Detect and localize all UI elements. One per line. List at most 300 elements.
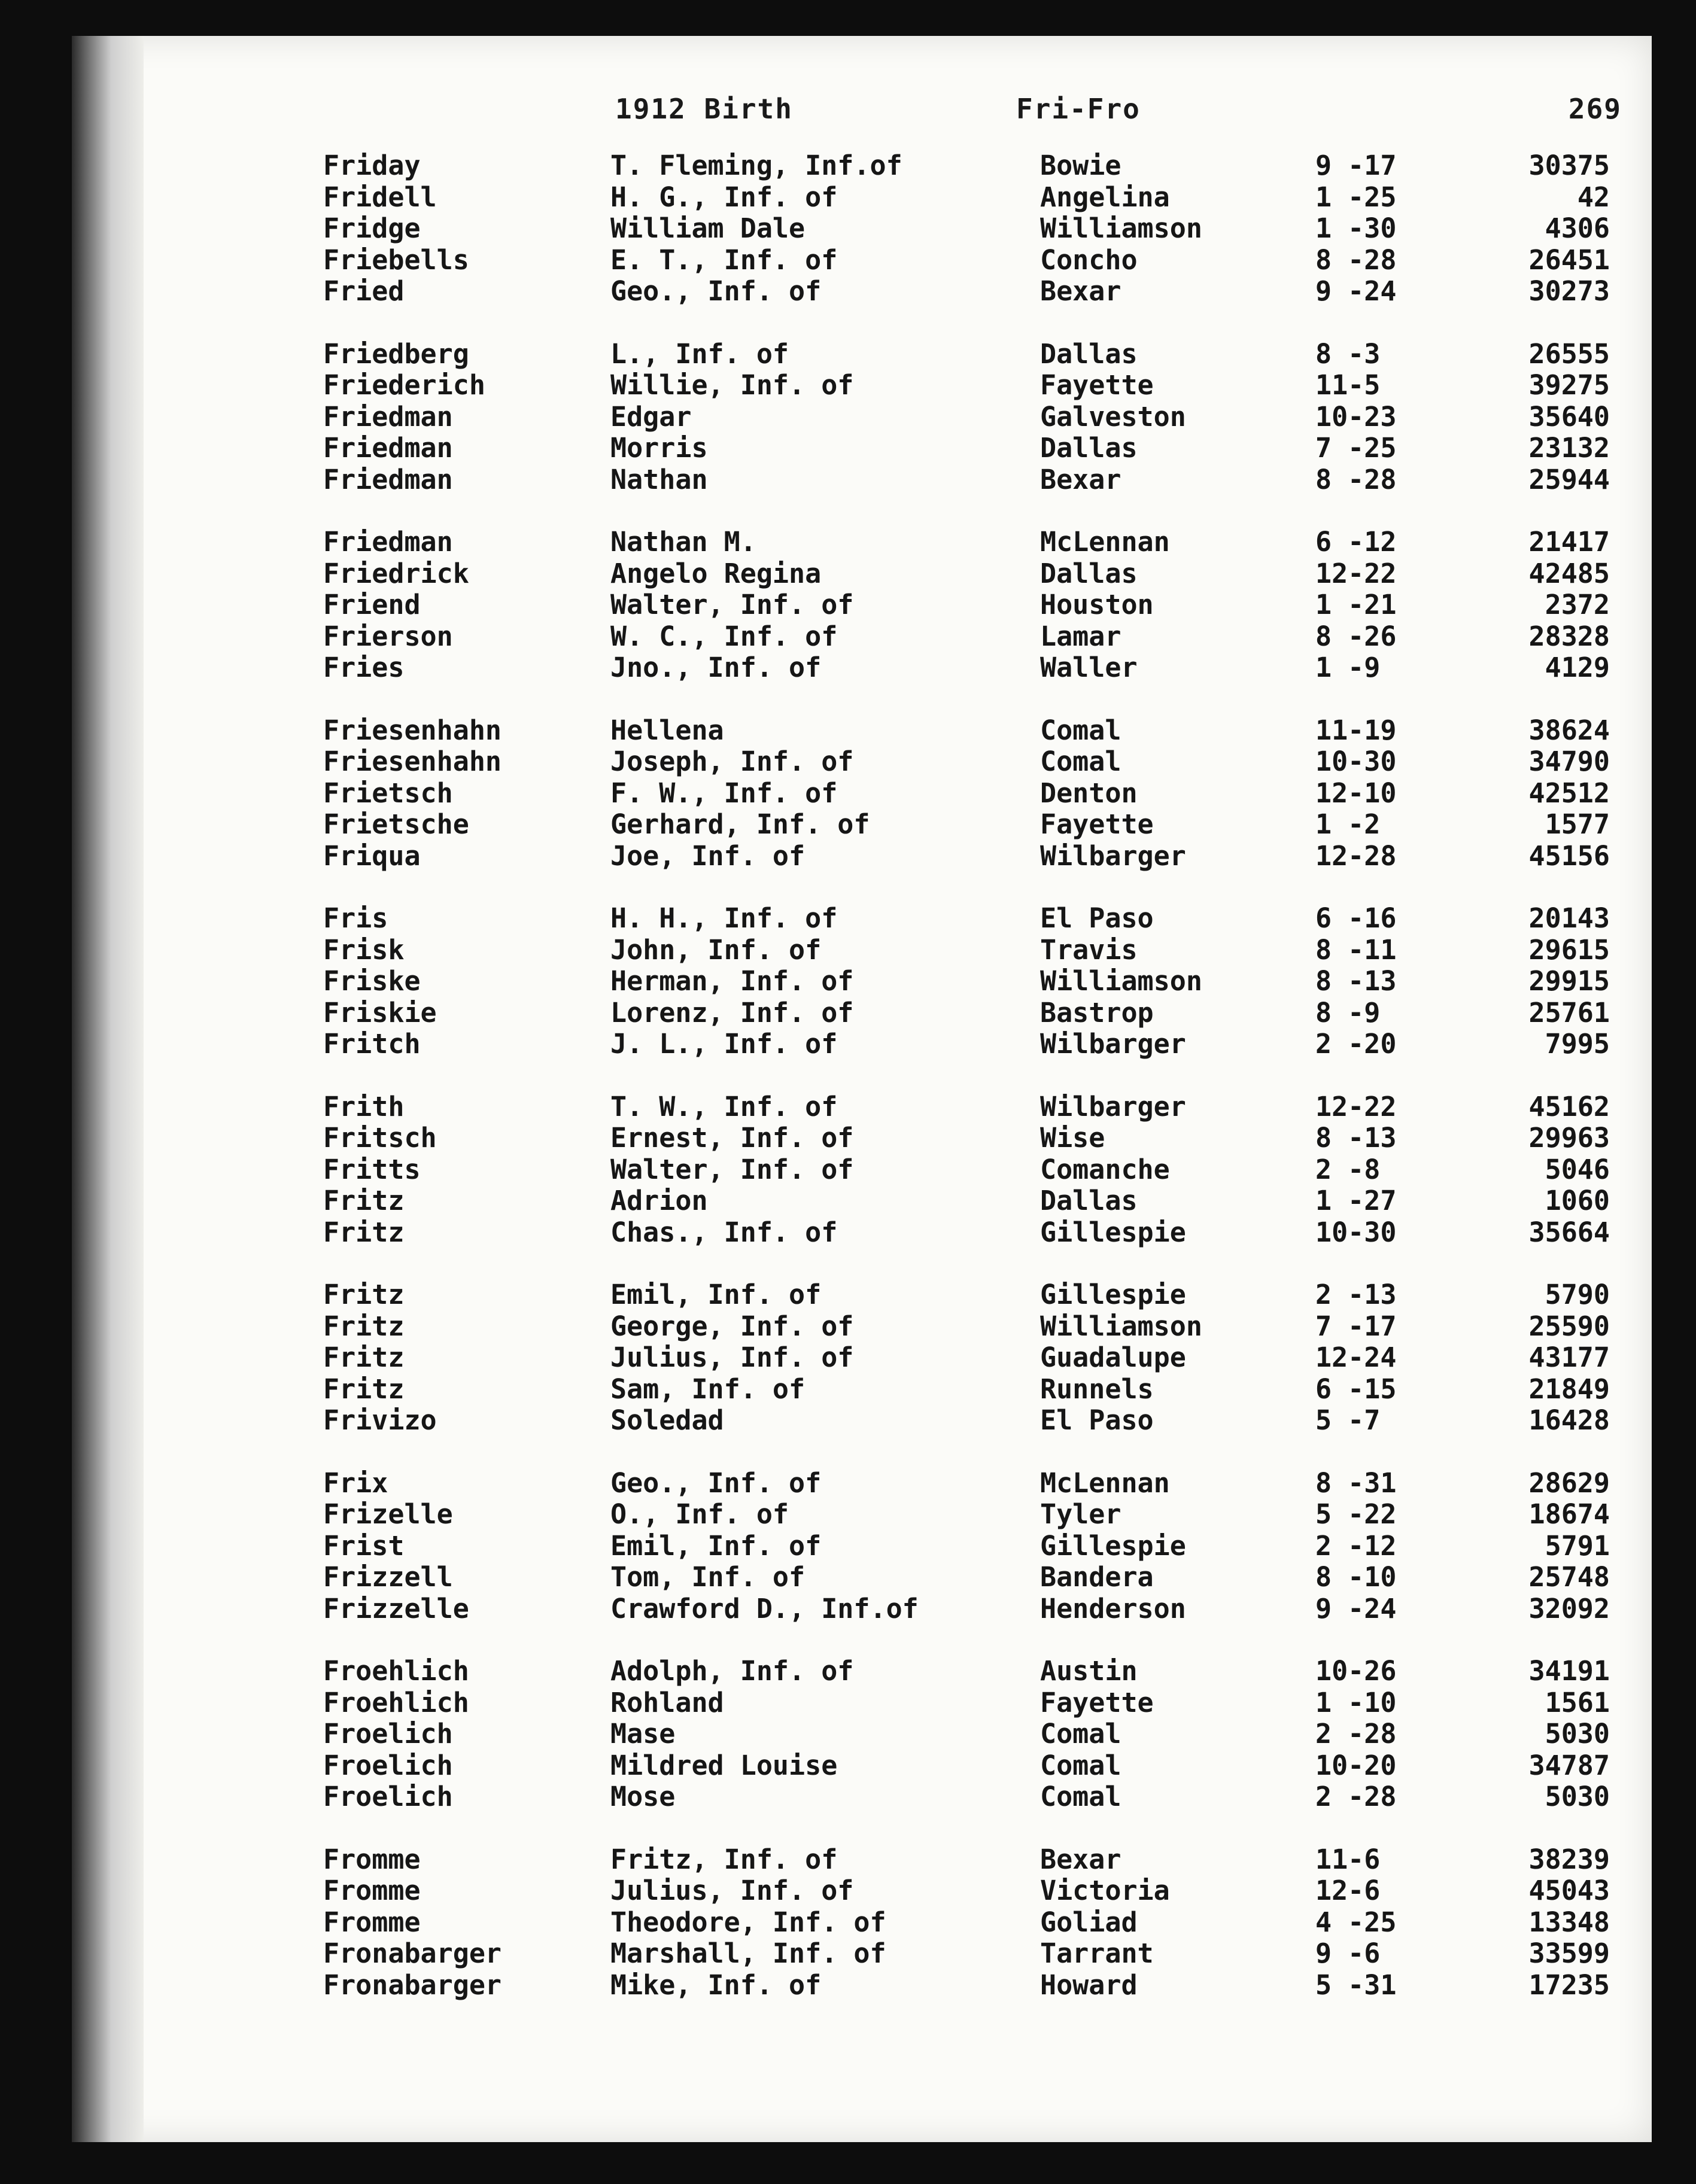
certificate-number: 35664 (1528, 1216, 1610, 1248)
birth-date: 8 -3 (1315, 337, 1381, 370)
record-row (72, 1467, 1652, 1498)
county: Comal (1040, 1781, 1121, 1812)
county: McLennan (1040, 526, 1170, 558)
county: Bexar (1040, 275, 1121, 307)
county: Wise (1040, 1122, 1105, 1154)
certificate-number: 38624 (1528, 714, 1610, 746)
certificate-number: 25748 (1528, 1561, 1610, 1593)
record-row (72, 934, 1652, 965)
record-row (72, 464, 1652, 495)
certificate-number: 1577 (1545, 808, 1610, 840)
county: Austin (1040, 1655, 1138, 1687)
county: Guadalupe (1040, 1342, 1186, 1373)
certificate-number: 43177 (1528, 1342, 1610, 1373)
certificate-number: 7995 (1545, 1028, 1610, 1060)
given-name: L., Inf. of (610, 337, 789, 370)
birth-date: 8 -13 (1315, 965, 1397, 997)
record-row (72, 1969, 1652, 2000)
surname: Fridge (323, 212, 421, 244)
surname: Fritz (323, 1216, 405, 1248)
surname: Friesenhahn (323, 746, 502, 777)
certificate-number: 1060 (1545, 1185, 1610, 1216)
county: Waller (1040, 652, 1138, 683)
birth-date: 8 -9 (1315, 996, 1381, 1029)
record-row (72, 1937, 1652, 1969)
record-row (72, 1279, 1652, 1310)
birth-date: 10-26 (1315, 1655, 1397, 1687)
certificate-number: 35640 (1528, 400, 1610, 433)
given-name: Angelo Regina (610, 557, 822, 589)
county: Bandera (1040, 1561, 1154, 1593)
certificate-number: 28328 (1528, 620, 1610, 652)
county: Comanche (1040, 1153, 1170, 1185)
certificate-number: 30375 (1528, 150, 1610, 181)
county: Williamson (1040, 1310, 1202, 1342)
certificate-number: 25944 (1528, 463, 1610, 495)
birth-date: 6 -12 (1315, 526, 1397, 558)
given-name: George, Inf. of (610, 1310, 854, 1342)
surname: Friedrick (323, 557, 469, 589)
surname: Friedman (323, 526, 453, 558)
given-name: Hellena (610, 714, 724, 746)
record-row (72, 1185, 1652, 1216)
surname: Friederich (323, 369, 485, 401)
county: Tarrant (1040, 1937, 1154, 1969)
given-name: W. C., Inf. of (610, 620, 838, 652)
birth-date: 11-5 (1315, 369, 1381, 401)
surname: Frierson (323, 620, 453, 652)
county: Williamson (1040, 965, 1202, 997)
certificate-number: 45156 (1528, 839, 1610, 872)
surname: Fritch (323, 1028, 421, 1060)
given-name: Mike, Inf. of (610, 1969, 822, 2001)
birth-date: 12-6 (1315, 1875, 1381, 1906)
birth-date: 9 -24 (1315, 275, 1397, 307)
county: Dallas (1040, 432, 1138, 464)
county: Bowie (1040, 150, 1121, 181)
record-row (72, 526, 1652, 557)
surname: Fritz (323, 1185, 405, 1216)
surname: Fritts (323, 1153, 421, 1185)
birth-date: 12-22 (1315, 1090, 1397, 1123)
given-name: Walter, Inf. of (610, 589, 854, 620)
record-row (72, 746, 1652, 777)
county: Wilbarger (1040, 1028, 1186, 1060)
certificate-number: 32092 (1528, 1592, 1610, 1625)
given-name: Marshall, Inf. of (610, 1937, 886, 1969)
certificate-number: 45162 (1528, 1090, 1610, 1123)
surname: Fried (323, 275, 405, 307)
surname: Frietsche (323, 808, 469, 840)
record-row (72, 1154, 1652, 1185)
record-row (72, 714, 1652, 746)
record-row (72, 777, 1652, 808)
certificate-number: 5030 (1545, 1718, 1610, 1750)
birth-date: 2 -28 (1315, 1781, 1397, 1812)
record-row (72, 808, 1652, 839)
record-row (72, 275, 1652, 306)
surname: Fritz (323, 1342, 405, 1373)
record-row (72, 401, 1652, 432)
surname: Frisk (323, 933, 405, 966)
record-row (72, 902, 1652, 933)
surname: Froehlich (323, 1655, 469, 1687)
given-name: Rohland (610, 1686, 724, 1718)
certificate-number: 23132 (1528, 432, 1610, 464)
surname: Fronabarger (323, 1969, 502, 2001)
given-name: Emil, Inf. of (610, 1279, 822, 1310)
given-name: Ernest, Inf. of (610, 1122, 854, 1154)
birth-date: 2 -28 (1315, 1718, 1397, 1750)
birth-date: 12-28 (1315, 839, 1397, 872)
given-name: Theodore, Inf. of (610, 1906, 886, 1938)
county: Howard (1040, 1969, 1138, 2001)
county: Comal (1040, 1749, 1121, 1781)
given-name: Lorenz, Inf. of (610, 996, 854, 1029)
given-name: O., Inf. of (610, 1498, 789, 1530)
ledger-page (72, 36, 1652, 2142)
surname: Fris (323, 902, 388, 934)
record-row (72, 1122, 1652, 1153)
surname: Friedman (323, 432, 453, 464)
given-name: Gerhard, Inf. of (610, 808, 870, 840)
record-row (72, 1844, 1652, 1875)
birth-date: 10-30 (1315, 1216, 1397, 1248)
surname: Fritz (323, 1279, 405, 1310)
birth-date: 5 -22 (1315, 1498, 1397, 1530)
county: Dallas (1040, 337, 1138, 370)
given-name: H. H., Inf. of (610, 902, 838, 934)
certificate-number: 26555 (1528, 337, 1610, 370)
given-name: F. W., Inf. of (610, 777, 838, 809)
given-name: Nathan (610, 463, 708, 495)
surname: Fridell (323, 181, 437, 213)
certificate-number: 25590 (1528, 1310, 1610, 1342)
record-row (72, 558, 1652, 589)
certificate-number: 29963 (1528, 1122, 1610, 1154)
birth-date: 1 -9 (1315, 652, 1381, 683)
county: El Paso (1040, 902, 1154, 934)
record-row (72, 589, 1652, 620)
county: Gillespie (1040, 1279, 1186, 1310)
certificate-number: 13348 (1528, 1906, 1610, 1938)
record-row (72, 1781, 1652, 1812)
given-name: William Dale (610, 212, 806, 244)
county: Runnels (1040, 1373, 1154, 1405)
certificate-number: 5030 (1545, 1781, 1610, 1812)
surname: Froelich (323, 1749, 453, 1781)
birth-date: 8 -10 (1315, 1561, 1397, 1593)
county: Angelina (1040, 181, 1170, 213)
given-name: Willie, Inf. of (610, 369, 854, 401)
certificate-number: 17235 (1528, 1969, 1610, 2001)
given-name: Fritz, Inf. of (610, 1843, 838, 1875)
surname: Friqua (323, 839, 421, 872)
county: Williamson (1040, 212, 1202, 244)
certificate-number: 42485 (1528, 557, 1610, 589)
name-range: Fri-Fro (1016, 93, 1141, 125)
given-name: H. G., Inf. of (610, 181, 838, 213)
certificate-number: 42 (1577, 181, 1610, 213)
county: Bastrop (1040, 996, 1154, 1029)
surname: Friday (323, 150, 421, 181)
record-row (72, 965, 1652, 996)
certificate-number: 21849 (1528, 1373, 1610, 1405)
surname: Frizzell (323, 1561, 453, 1593)
record-row (72, 212, 1652, 244)
record-row (72, 150, 1652, 181)
certificate-number: 38239 (1528, 1843, 1610, 1875)
surname: Frizzelle (323, 1592, 469, 1625)
given-name: Sam, Inf. of (610, 1373, 806, 1405)
surname: Friedman (323, 400, 453, 433)
page-number: 269 (1568, 93, 1622, 125)
birth-date: 9 -24 (1315, 1592, 1397, 1625)
surname: Frivizo (323, 1404, 437, 1436)
given-name: Adrion (610, 1185, 708, 1216)
birth-date: 8 -28 (1315, 244, 1397, 276)
record-row (72, 1561, 1652, 1592)
surname: Friesenhahn (323, 714, 502, 746)
record-row (72, 244, 1652, 275)
certificate-number: 33599 (1528, 1937, 1610, 1969)
given-name: Herman, Inf. of (610, 965, 854, 997)
certificate-number: 28629 (1528, 1467, 1610, 1499)
record-row (72, 1373, 1652, 1404)
county: McLennan (1040, 1467, 1170, 1499)
county: Lamar (1040, 620, 1121, 652)
record-row (72, 620, 1652, 652)
birth-date: 6 -16 (1315, 902, 1397, 934)
given-name: Geo., Inf. of (610, 275, 822, 307)
given-name: Emil, Inf. of (610, 1529, 822, 1562)
county: Comal (1040, 746, 1121, 777)
certificate-number: 26451 (1528, 244, 1610, 276)
birth-date: 8 -13 (1315, 1122, 1397, 1154)
certificate-number: 5790 (1545, 1279, 1610, 1310)
county: El Paso (1040, 1404, 1154, 1436)
surname: Fritz (323, 1310, 405, 1342)
record-row (72, 1687, 1652, 1718)
county: Victoria (1040, 1875, 1170, 1906)
county: Fayette (1040, 808, 1154, 840)
given-name: E. T., Inf. of (610, 244, 838, 276)
birth-date: 8 -26 (1315, 620, 1397, 652)
certificate-number: 29615 (1528, 933, 1610, 966)
record-row (72, 840, 1652, 871)
county: Concho (1040, 244, 1138, 276)
given-name: Adolph, Inf. of (610, 1655, 854, 1687)
record-row (72, 1404, 1652, 1435)
certificate-number: 34191 (1528, 1655, 1610, 1687)
birth-date: 2 -8 (1315, 1153, 1381, 1185)
birth-date: 12-22 (1315, 557, 1397, 589)
county: Wilbarger (1040, 1090, 1186, 1123)
surname: Friend (323, 589, 421, 620)
birth-date: 10-23 (1315, 400, 1397, 433)
record-row (72, 1593, 1652, 1624)
surname: Fromme (323, 1906, 421, 1938)
certificate-number: 5791 (1545, 1529, 1610, 1562)
birth-date: 2 -20 (1315, 1028, 1397, 1060)
given-name: John, Inf. of (610, 933, 822, 966)
given-name: Julius, Inf. of (610, 1875, 854, 1906)
certificate-number: 2372 (1545, 589, 1610, 620)
birth-date: 12-24 (1315, 1342, 1397, 1373)
surname: Friedman (323, 463, 453, 495)
certificate-number: 30273 (1528, 275, 1610, 307)
surname: Fritz (323, 1373, 405, 1405)
surname: Frizelle (323, 1498, 453, 1530)
surname: Frix (323, 1467, 388, 1499)
birth-date: 12-10 (1315, 777, 1397, 809)
county: Gillespie (1040, 1529, 1186, 1562)
certificate-number: 34790 (1528, 746, 1610, 777)
surname: Froehlich (323, 1686, 469, 1718)
birth-date: 2 -13 (1315, 1279, 1397, 1310)
certificate-number: 39275 (1528, 369, 1610, 401)
birth-date: 7 -17 (1315, 1310, 1397, 1342)
certificate-number: 5046 (1545, 1153, 1610, 1185)
birth-date: 7 -25 (1315, 432, 1397, 464)
record-row (72, 652, 1652, 683)
certificate-number: 29915 (1528, 965, 1610, 997)
county: Bexar (1040, 463, 1121, 495)
record-row (72, 1310, 1652, 1342)
county: Gillespie (1040, 1216, 1186, 1248)
page-title: 1912 Birth (615, 93, 793, 125)
given-name: Walter, Inf. of (610, 1153, 854, 1185)
given-name: Soledad (610, 1404, 724, 1436)
record-row (72, 338, 1652, 369)
county: Comal (1040, 1718, 1121, 1750)
record-row (72, 1216, 1652, 1248)
county: Comal (1040, 714, 1121, 746)
record-row (72, 1906, 1652, 1937)
certificate-number: 25761 (1528, 996, 1610, 1029)
birth-date: 5 -7 (1315, 1404, 1381, 1436)
surname: Fries (323, 652, 405, 683)
given-name: Edgar (610, 400, 692, 433)
birth-date: 6 -15 (1315, 1373, 1397, 1405)
record-row (72, 1091, 1652, 1122)
record-row (72, 1655, 1652, 1686)
record-row (72, 1028, 1652, 1059)
county: Fayette (1040, 1686, 1154, 1718)
surname: Froelich (323, 1718, 453, 1750)
record-row (72, 181, 1652, 212)
surname: Froelich (323, 1781, 453, 1812)
given-name: Joseph, Inf. of (610, 746, 854, 777)
surname: Frist (323, 1529, 405, 1562)
record-row (72, 997, 1652, 1028)
birth-date: 1 -25 (1315, 181, 1397, 213)
county: Bexar (1040, 1843, 1121, 1875)
birth-date: 10-30 (1315, 746, 1397, 777)
birth-date: 8 -31 (1315, 1467, 1397, 1499)
surname: Fromme (323, 1875, 421, 1906)
record-row (72, 1718, 1652, 1749)
birth-date: 1 -10 (1315, 1686, 1397, 1718)
surname: Friedberg (323, 337, 469, 370)
birth-date: 10-20 (1315, 1749, 1397, 1781)
certificate-number: 34787 (1528, 1749, 1610, 1781)
county: Fayette (1040, 369, 1154, 401)
birth-date: 11-6 (1315, 1843, 1381, 1875)
county: Galveston (1040, 400, 1186, 433)
birth-date: 9 -17 (1315, 150, 1397, 181)
given-name: Mildred Louise (610, 1749, 838, 1781)
birth-date: 8 -28 (1315, 463, 1397, 495)
county: Dallas (1040, 1185, 1138, 1216)
birth-date: 5 -31 (1315, 1969, 1397, 2001)
surname: Fronabarger (323, 1937, 502, 1969)
county: Travis (1040, 933, 1138, 966)
birth-date: 11-19 (1315, 714, 1397, 746)
county: Henderson (1040, 1592, 1186, 1625)
record-row (72, 1530, 1652, 1561)
given-name: Jno., Inf. of (610, 652, 822, 683)
surname: Friebells (323, 244, 469, 276)
birth-date: 1 -21 (1315, 589, 1397, 620)
birth-date: 8 -11 (1315, 933, 1397, 966)
given-name: Joe, Inf. of (610, 839, 806, 872)
given-name: Morris (610, 432, 708, 464)
county: Wilbarger (1040, 839, 1186, 872)
given-name: Chas., Inf. of (610, 1216, 838, 1248)
county: Houston (1040, 589, 1154, 620)
record-row (72, 1875, 1652, 1906)
birth-date: 4 -25 (1315, 1906, 1397, 1938)
record-row (72, 1750, 1652, 1781)
surname: Frith (323, 1090, 405, 1123)
birth-date: 1 -2 (1315, 808, 1381, 840)
certificate-number: 45043 (1528, 1875, 1610, 1906)
given-name: T. Fleming, Inf.of (610, 150, 902, 181)
birth-date: 2 -12 (1315, 1529, 1397, 1562)
record-row (72, 1342, 1652, 1373)
record-row (72, 369, 1652, 400)
birth-date: 1 -27 (1315, 1185, 1397, 1216)
surname: Frietsch (323, 777, 453, 809)
certificate-number: 18674 (1528, 1498, 1610, 1530)
surname: Friskie (323, 996, 437, 1029)
county: Tyler (1040, 1498, 1121, 1530)
given-name: Tom, Inf. of (610, 1561, 806, 1593)
county: Denton (1040, 777, 1138, 809)
record-row (72, 1498, 1652, 1529)
record-row (72, 432, 1652, 463)
given-name: Nathan M. (610, 526, 756, 558)
surname: Friske (323, 965, 421, 997)
county: Goliad (1040, 1906, 1138, 1938)
given-name: Julius, Inf. of (610, 1342, 854, 1373)
birth-date: 1 -30 (1315, 212, 1397, 244)
certificate-number: 21417 (1528, 526, 1610, 558)
certificate-number: 4306 (1545, 212, 1610, 244)
county: Dallas (1040, 557, 1138, 589)
surname: Fromme (323, 1843, 421, 1875)
certificate-number: 16428 (1528, 1404, 1610, 1436)
given-name: Mase (610, 1718, 676, 1750)
certificate-number: 42512 (1528, 777, 1610, 809)
certificate-number: 4129 (1545, 652, 1610, 683)
birth-date: 9 -6 (1315, 1937, 1381, 1969)
given-name: J. L., Inf. of (610, 1028, 838, 1060)
certificate-number: 20143 (1528, 902, 1610, 934)
page-header (72, 93, 1652, 147)
given-name: T. W., Inf. of (610, 1090, 838, 1123)
